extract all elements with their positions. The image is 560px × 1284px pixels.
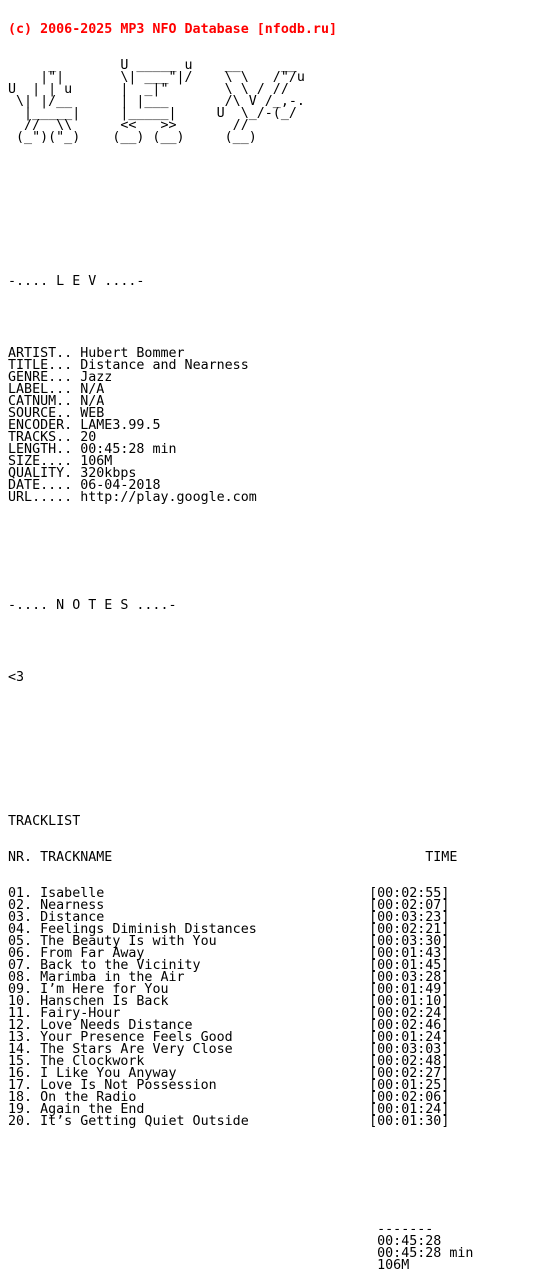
track-time: [00:03:23] [369,910,450,925]
track-number: 12. [8,1018,33,1033]
track-name: Isabelle [32,886,370,901]
info-value: 00:45:28 min [72,442,177,457]
summary-indent [8,1258,377,1273]
info-value: 320kbps [72,466,137,481]
track-time: [00:01:30] [369,1114,450,1129]
track-number: 03. [8,910,33,925]
track-time: [00:01:24] [369,1030,450,1045]
track-name: From Far Away [32,946,370,961]
track-number: 06. [8,946,33,961]
lev-section-header: -.... L E V ....- [8,274,145,289]
track-time: [00:03:28] [369,970,450,985]
track-time: [00:03:30] [369,934,450,949]
summary-total-size [8,1260,473,1272]
track-number: 20. [8,1114,33,1129]
track-number: 08. [8,970,33,985]
info-value: Jazz [72,370,113,385]
track-name: Hanschen Is Back [32,994,370,1009]
info-value: Hubert Bommer [72,346,185,361]
spacer [8,1188,473,1200]
track-number: 07. [8,958,33,973]
track-name: The Beauty Is with You [32,934,370,949]
info-key: URL..... [8,490,73,505]
spacer [8,780,473,792]
info-row [8,492,473,504]
track-name: It’s Getting Quiet Outside [32,1114,370,1129]
info-value: 106M [72,454,113,469]
track-time: [00:02:24] [369,1006,450,1021]
track-number: 05. [8,934,33,949]
track-number: 01. [8,886,33,901]
spacer [8,564,473,576]
track-name: Feelings Diminish Distances [32,922,370,937]
database-banner[interactable]: (c) 2006-2025 MP3 NFO Database [nfodb.ru] [8,22,337,37]
track-time: [00:01:43] [369,946,450,961]
info-value: 06-04-2018 [72,478,161,493]
track-name: Your Presence Feels Good [32,1030,370,1045]
spacer [8,204,473,216]
track-time: [00:02:07] [369,898,450,913]
track-name: Love Needs Distance [32,1018,370,1033]
info-key: DATE.... [8,478,73,493]
track-time: [00:02:48] [369,1054,450,1069]
track-number: 15. [8,1054,33,1069]
summary-total-length-value: 00:45:28 min [377,1246,474,1261]
track-time: [00:01:24] [369,1102,450,1117]
spacer [8,312,473,324]
track-time: [00:01:45] [369,958,450,973]
track-name: Marimba in the Air [32,970,370,985]
track-name: On the Radio [32,1090,370,1105]
track-name: I Like You Anyway [32,1066,370,1081]
info-key: LABEL... [8,382,73,397]
track-name: The Stars Are Very Close [32,1042,370,1057]
track-number: 18. [8,1090,33,1105]
info-key: TITLE... [8,358,73,373]
track-name: Again the End [32,1102,370,1117]
track-row [8,1116,473,1128]
summary-total-size-value: 106M [377,1258,410,1273]
track-time: [00:02:46] [369,1018,450,1033]
track-time: [00:02:27] [369,1066,450,1081]
track-time: [00:01:25] [369,1078,450,1093]
spacer [8,744,473,756]
track-time: [00:02:21] [369,922,450,937]
info-key: QUALITY. [8,466,73,481]
track-number: 04. [8,922,33,937]
info-value: http://play.google.com [72,490,257,505]
track-time: [00:01:49] [369,982,450,997]
info-value: N/A [72,394,105,409]
track-number: 11. [8,1006,33,1021]
spacer [8,528,473,540]
track-name: Love Is Not Possession [32,1078,370,1093]
info-value: 20 [72,430,97,445]
track-number: 17. [8,1078,33,1093]
summary-rule-value: ------- [377,1222,434,1237]
track-name: I’m Here for You [32,982,370,997]
info-key: TRACKS.. [8,430,73,445]
track-number: 13. [8,1030,33,1045]
spacer [8,240,473,252]
info-key: SOURCE.. [8,406,73,421]
summary-block [8,1224,473,1272]
track-name: Distance [32,910,370,925]
info-value: LAME3.99.5 [72,418,161,433]
tracklist-title: TRACKLIST [8,814,81,829]
track-name: Fairy-Hour [32,1006,370,1021]
info-key: CATNUM.. [8,394,73,409]
info-key: LENGTH.. [8,442,73,457]
track-number: 14. [8,1042,33,1057]
notes-section-header: -.... N O T E S ....- [8,598,177,613]
info-key: ENCODER. [8,418,73,433]
info-key: SIZE.... [8,454,73,469]
track-name: The Clockwork [32,1054,370,1069]
track-number: 02. [8,898,33,913]
summary-total-time-value: 00:45:28 [377,1234,442,1249]
info-value: WEB [72,406,105,421]
track-name: Back to the Vicinity [32,958,370,973]
info-value: N/A [72,382,105,397]
info-value: Distance and Nearness [72,358,249,373]
tracklist [8,888,473,1128]
track-number: 10. [8,994,33,1009]
release-info-block [8,348,473,504]
info-key: GENRE... [8,370,73,385]
track-time: [00:03:03] [369,1042,450,1057]
track-time: [00:01:10] [369,994,450,1009]
track-name: Nearness [32,898,370,913]
spacer [8,708,473,720]
track-time: [00:02:06] [369,1090,450,1105]
spacer [8,1152,473,1164]
notes-text: <3 [8,670,25,685]
lev-logo-art: _ U _____ u __ __ |"| \| ___"|/ \ \ /"/u U | | u | _|" \ \ / // \| |/__ | |___ /\ V /_,-. |_____| |_____| U \_/-(_/ // \\ << >> // (_")("_) (__) (__) (__) [8,58,305,145]
track-number: 09. [8,982,33,997]
spacer [8,636,473,648]
track-number: 19. [8,1102,33,1117]
info-key: ARTIST.. [8,346,73,361]
tracklist-header: NR. TRACKNAME TIME [8,850,458,865]
track-number: 16. [8,1066,33,1081]
spacer [8,168,473,180]
track-time: [00:02:55] [369,886,450,901]
nfo-document [8,0,473,1284]
